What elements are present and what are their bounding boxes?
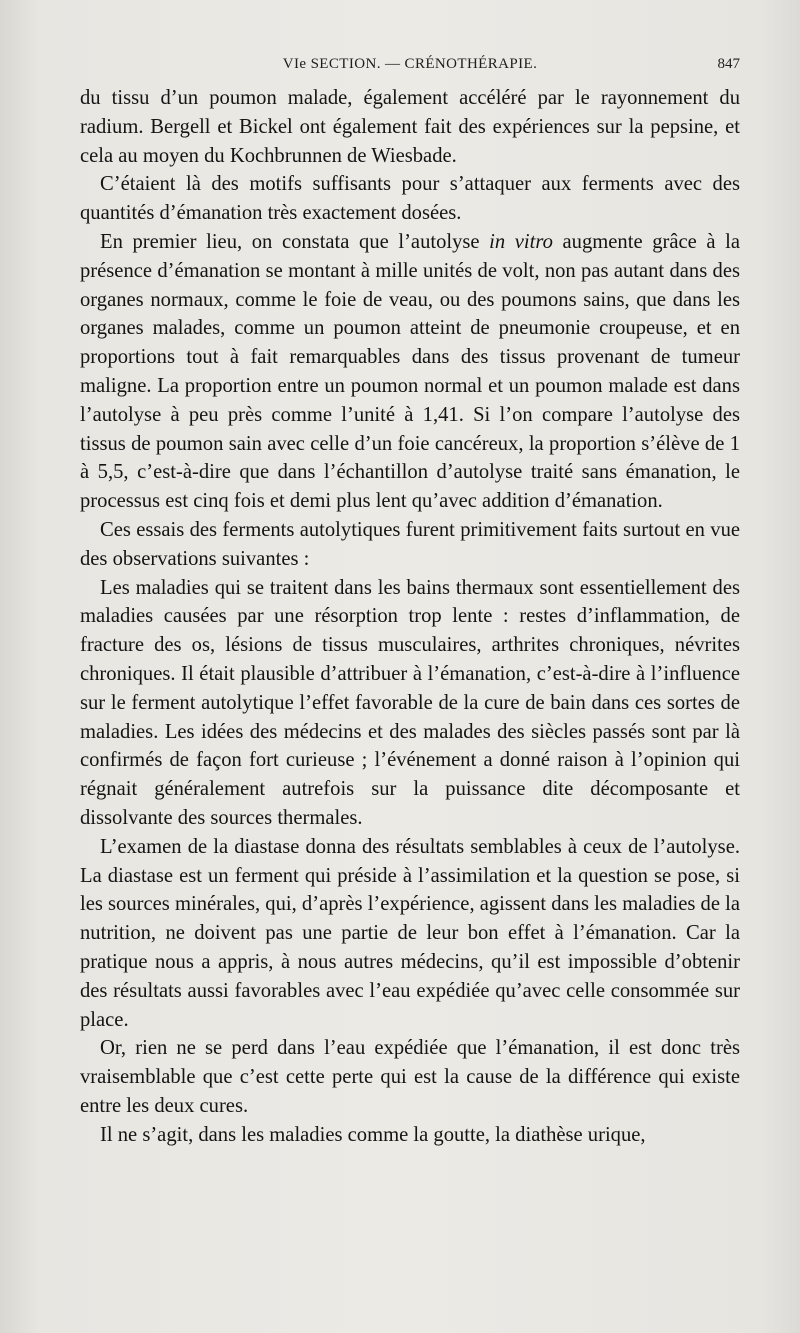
paragraph-text: En premier lieu, on constata que l’autolyse: [100, 230, 490, 253]
paragraph: Ces essais des ferments autolytiques furent primitivement faits surtout en vue des observations suivantes :: [80, 518, 740, 570]
section-title: VIe SECTION. — CRÉNOTHÉRAPIE.: [282, 56, 538, 72]
body-text: [80, 84, 740, 1149]
italic-term: in vitro: [489, 230, 553, 253]
paragraph: Les maladies qui se traitent dans les bains thermaux sont essentiellement des maladies causées par une résorption trop lente : restes d’inflammation, de fracture des os, lésions de tissus musculaires, arthrites chroniques, névrites chroniques. Il était plausible d’attribuer à l’émanation, c’est-à-dire à l’influence sur le ferment autolytique l’effet favorable de la cure de bain dans ces sortes de maladies. Les idées des médecins et des malades des siècles passés sont par là confirmés de façon fort curieuse ; l’événement a donné raison à l’opinion qui régnait généralement autrefois sur la puissance dite décomposante et dissolvante des sources thermales.: [80, 576, 740, 829]
page-number: 847: [717, 56, 740, 72]
paragraph: [80, 228, 740, 516]
paragraph: L’examen de la diastase donna des résultats semblables à ceux de l’autolyse. La diastase est un ferment qui préside à l’assimilation et la question se pose, si les sources minérales, qui, d’après l’expérience, agissent dans les maladies de la nutrition, ne doivent pas une partie de leur bon effet à l’émanation. Car la pratique nous a appris, à nous autres médecins, qu’il est impossible d’obtenir des résultats aussi favorables avec l’eau expédiée qu’avec celle consommée sur place.: [80, 835, 740, 1031]
paragraph-text: augmente grâce à la présence d’émanation se montant à mille unités de volt, non pas autant dans des organes normaux, comme le foie de veau, ou des poumons sains, que dans les organes malades, comme un poumon atteint de pneumonie croupeuse, et en proportions tout à fait remarquables dans des tissus provenant de tumeur maligne. La proportion entre un poumon normal et un poumon malade est dans l’autolyse à peu près comme l’unité à 1,41. Si l’on compare l’autolyse des tissus de poumon sain avec celle d’un foie cancéreux, la proportion s’élève de 1 à 5,5, c’est-à-dire que dans l’échantillon d’autolyse traité sans émanation, le processus est cinq fois et demi plus lent qu’avec addition d’émanation.: [80, 230, 740, 513]
paragraph: C’étaient là des motifs suffisants pour s’attaquer aux ferments avec des quantités d’émanation très exactement dosées.: [80, 173, 740, 225]
paragraph-continued: du tissu d’un poumon malade, également accéléré par le rayonnement du radium. Bergell et Bickel ont également fait des expériences sur la pepsine, et cela au moyen du Kochbrunnen de Wiesbade.: [80, 87, 740, 167]
paragraph: Or, rien ne se perd dans l’eau expédiée que l’émanation, il est donc très vraisemblable que c’est cette perte qui est la cause de la différence qui existe entre les deux cures.: [80, 1037, 740, 1117]
paragraph: Il ne s’agit, dans les maladies comme la goutte, la diathèse urique,: [100, 1123, 646, 1146]
running-head: [80, 56, 740, 80]
